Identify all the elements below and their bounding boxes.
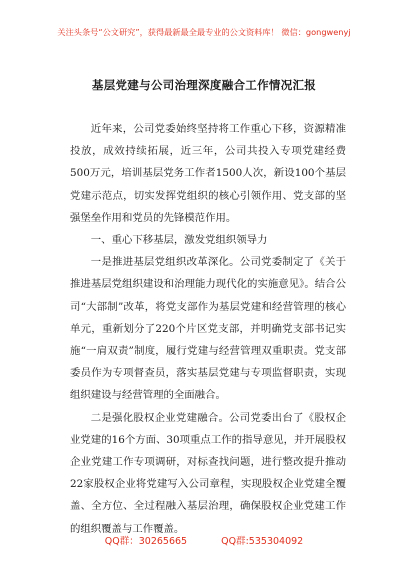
document-title: 基层党建与公司治理深度融合工作情况汇报: [91, 78, 317, 92]
document-body: [70, 118, 346, 540]
qq-group-2: QQ群:535304092: [221, 536, 304, 547]
paragraph-point-1: 一是推进基层党组织改革深化。公司党委制定了《关于推进基层党组织建设和治理能力现代化的实施意见》。结合公司“大部制”改革，将党支部作为基层党建和经营管理的核心单元，重新划分了220个片区党支部，并明确党支部书记实施“一肩双责”制度，履行党建与经营管理双重职责。党支部委员作为专项督查员，落实基层党建与专项监督职责，实现组织建设与经营管理的全面融合。: [70, 256, 346, 402]
promo-banner: 关注头条号“公文研究”，获得最新最全最专业的公文资料库！ 微信：gongwenyj: [57, 27, 351, 37]
paragraph-point-2: 二是强化股权企业党建融合。公司党委出台了《股权企业党建的16个方面、30项重点工作的指导意见，并开展股权企业党建工作专项调研，对标查找问题，进行整改提升推动22家股权企业将党建写入公司章程，实现股权企业党建全覆盖、全方位、全过程融入基层治理，确保股权企业党建工作的组织覆盖与工作覆盖。: [70, 411, 346, 535]
paragraph-intro: 近年来，公司党委始终坚持将工作重心下移，资源精准投放，成效持续拓展，近三年，公司共投入专项党建经费500万元，培训基层党务工作者1500人次，新设100个基层党建示范点，切实发挥党组织的核心引领作用、党支部的坚强堡垒作用和党员的先锋模范作用。: [70, 123, 346, 224]
section-heading-1: 一、重心下移基层，激发党组织领导力: [90, 234, 268, 247]
footer-contacts: [0, 533, 408, 547]
qq-group-1: QQ群：30265665: [104, 536, 188, 547]
